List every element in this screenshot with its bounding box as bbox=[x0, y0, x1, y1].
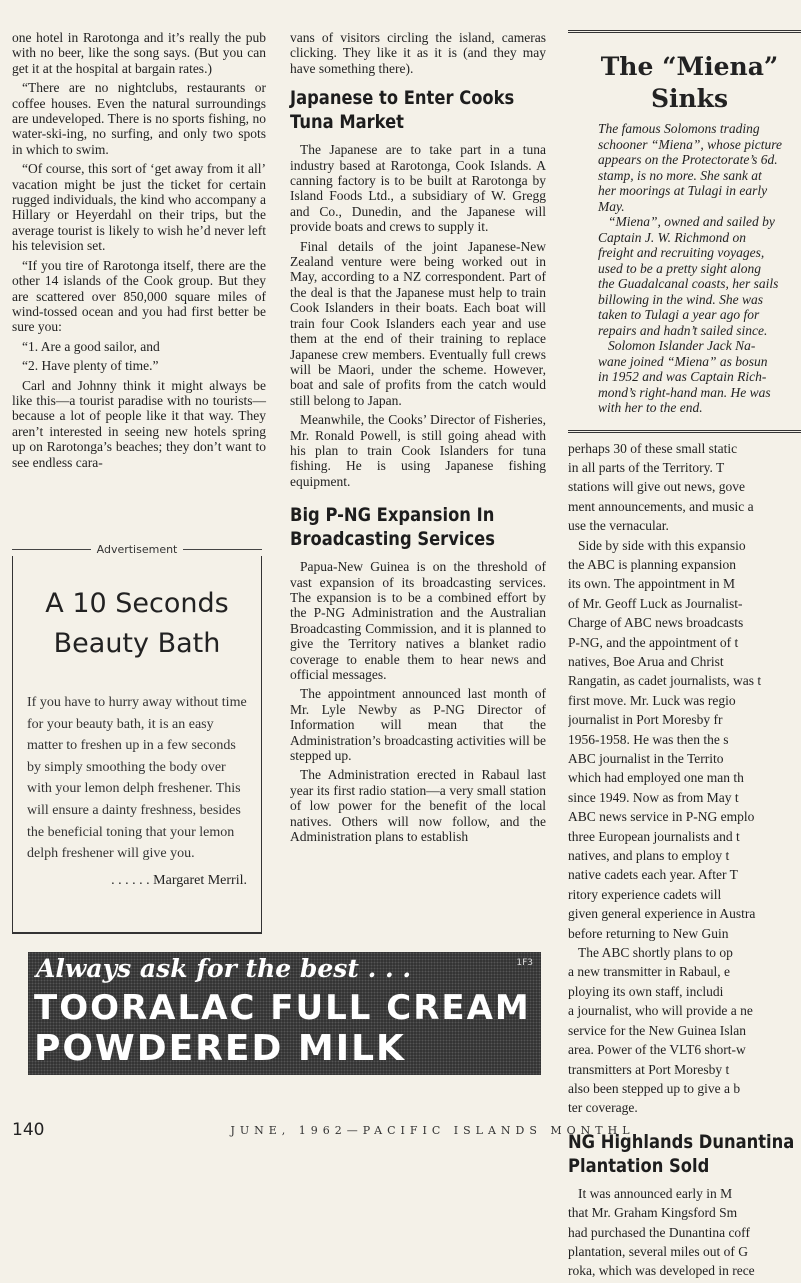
paragraph: Meanwhile, the Cooks’ Director of Fisheries, Mr. Ronald Powell, is still going ahead with his plan to train Cook Islanders for tuna fishing. He is using Japanese fishing equipment. bbox=[290, 412, 546, 489]
text-line: which had employed one man th bbox=[568, 770, 744, 786]
milk-advertisement-banner bbox=[28, 952, 541, 1075]
text-line: P-NG, and the appointment of t bbox=[568, 634, 739, 650]
page-footer bbox=[12, 1120, 801, 1140]
text-line: service for the New Guinea Islan bbox=[568, 1022, 747, 1038]
article-heading-plantation: NG Highlands Dunantina Plantation Sold bbox=[568, 1130, 795, 1177]
text-line: ploying its own staff, includi bbox=[568, 983, 724, 999]
paragraph: “Of course, this sort of ‘get away from it all’ vacation might be just the ticket for certain rugged individuals, the kind who accompany a Hillary or Heyerdahl on their trips, but the average tourist is likely to wish he’d never left his television set. bbox=[12, 161, 266, 254]
text-line: a journalist, who will provide a ne bbox=[568, 1003, 753, 1019]
paragraph: one hotel in Rarotonga and it’s really the pub with no beer, like the song says. (But you can get it at the hospital at bargain rates.) bbox=[12, 30, 266, 76]
miena-title-line-2: Sinks bbox=[650, 84, 729, 113]
ad-body: If you have to hurry away without time for your beauty bath, it is an easy matter to freshen up in a few seconds by simply smoothing the body over with your lemon delph freshener. This will ensure a dainty freshness, besides the beneficial toning that your lemon delph freshener will give you. bbox=[27, 695, 247, 862]
text-line: the ABC is planning expansion bbox=[568, 556, 736, 572]
text-line: area. Power of the VLT6 short-w bbox=[568, 1042, 746, 1058]
paragraph: The Japanese are to take part in a tuna industry based at Rarotonga, Cook Islands. A canning factory is to be built at Rarotonga by Island Foods Ltd., a subsidiary of W. Gregg and Co., Dunedin, and the Japanese will provide boats and crews to supply it. bbox=[290, 142, 546, 235]
column-2 bbox=[290, 30, 546, 848]
text-line: roka, which was developed in rece bbox=[568, 1263, 755, 1279]
text-line: in all parts of the Territory. T bbox=[568, 459, 725, 475]
paragraph: Carl and Johnny think it might always be like this—a tourist paradise with no tourists—because a lot of people like it that way. They aren’t interested in seeing new hotels spring up on Rarotonga’s beaches; they don’t want to see endless cara- bbox=[12, 377, 266, 470]
divider bbox=[12, 549, 91, 550]
text-line: with her to the end. bbox=[598, 400, 703, 415]
text-line: mond’s right-hand man. He was bbox=[598, 384, 771, 400]
text-line: stamp, is no more. She sank at bbox=[598, 167, 762, 183]
paragraph: “1. Are a good sailor, and bbox=[22, 338, 160, 354]
text-line: its own. The appointment in M bbox=[568, 576, 735, 592]
text-line: a new transmitter in Rabaul, e bbox=[568, 964, 730, 980]
beauty-advertisement bbox=[12, 556, 262, 934]
banner-code: 1F3 bbox=[516, 958, 533, 968]
text-line: Side by side with this expansio bbox=[578, 537, 746, 553]
text-line: since 1949. Now as from May t bbox=[568, 789, 739, 805]
text-line: It was announced early in M bbox=[578, 1185, 733, 1201]
text-line: The famous Solomons trading bbox=[598, 121, 760, 136]
text-line: journalist in Port Moresby fr bbox=[568, 712, 723, 728]
paragraph: “2. Have plenty of time.” bbox=[22, 358, 159, 374]
advertisement-label-text: Advertisement bbox=[96, 543, 178, 556]
advertisement-label bbox=[12, 543, 262, 556]
text-line: freight and recruiting voyages, bbox=[598, 245, 765, 260]
text-line: Rangatin, as cadet journalists, was t bbox=[568, 673, 762, 689]
text-line: given general experience in Austra bbox=[568, 906, 756, 922]
page-number: 140 bbox=[12, 1120, 45, 1140]
text-line: May. bbox=[598, 198, 625, 214]
text-line: Solomon Islander Jack Na- bbox=[608, 338, 756, 353]
text-line: 1956-1958. He was then the s bbox=[568, 731, 729, 747]
text-line: schooner “Miena”, whose picture bbox=[598, 136, 782, 152]
text-line: billowing in the wind. She was bbox=[598, 291, 764, 307]
paragraph: “There are no nightclubs, restaurants or coffee houses. Even the natural surroundings are undeveloped. There is no sports fishing, no water-ski-ing, no surfing, and only two spots in which to swim. bbox=[12, 80, 266, 157]
text-line: repairs and hadn’t sailed since. bbox=[598, 322, 768, 338]
paragraph: vans of visitors circling the island, cameras clicking. They like it as it is (and they may have something there). bbox=[290, 30, 546, 76]
ad-headline-line-2: Beauty Bath bbox=[53, 628, 221, 659]
text-line: use the vernacular. bbox=[568, 518, 669, 534]
text-line: perhaps 30 of these small static bbox=[568, 440, 738, 456]
text-line: also been stepped up to give a b bbox=[568, 1080, 741, 1096]
text-line: transmitters at Port Moresby t bbox=[568, 1061, 730, 1077]
text-line: before returning to New Guin bbox=[568, 925, 729, 941]
paragraph: The Administration erected in Rabaul last year its first radio station—a very small station of low power for the benefit of the local natives. Others will now follow, and the Administration plans to establish bbox=[290, 767, 546, 845]
text-line: ABC news service in P-NG emplo bbox=[568, 809, 755, 825]
text-line: wane joined “Miena” as bosun bbox=[598, 353, 768, 369]
text-line: taken to Tulagi a year ago for bbox=[598, 307, 760, 322]
paragraph: Papua-New Guinea is on the threshold of vast expansion of its broadcasting services. The expansion is to be a combined effort by the P-NG Administration and the Australian Broadcasting Commission, and it is planned to give the Territory natives a blanket radio coverage to enable them to hear news and official messages. bbox=[290, 559, 546, 682]
text-line: ritory experience cadets will bbox=[568, 886, 722, 902]
paragraph: The appointment announced last month of Mr. Lyle Newby as P-NG Director of Information will mean that the Administration’s broadcasting activities will be stepped up. bbox=[290, 686, 546, 764]
text-line: plantation, several miles out of G bbox=[568, 1243, 748, 1259]
banner-product-line: POWDERED MILK bbox=[34, 1028, 406, 1069]
text-line: of Mr. Geoff Luck as Journalist- bbox=[568, 595, 743, 611]
text-line: used to be a pretty sight along bbox=[598, 260, 761, 276]
text-line: Charge of ABC news broadcasts bbox=[568, 615, 744, 631]
text-line: that Mr. Graham Kingsford Sm bbox=[568, 1205, 738, 1221]
ad-signature: . . . . . . Margaret Merril. bbox=[111, 872, 247, 888]
text-line: her moorings at Tulagi in early bbox=[598, 183, 768, 198]
text-line: natives, Boe Arua and Christ bbox=[568, 653, 724, 669]
banner-brand-line: TOORALAC FULL CREAM bbox=[34, 988, 531, 1028]
text-line: three European journalists and t bbox=[568, 828, 740, 844]
column-1 bbox=[12, 30, 266, 474]
text-line: stations will give out news, gove bbox=[568, 479, 745, 495]
miena-title-line-1: The “Miena” bbox=[600, 52, 779, 81]
text-line: first move. Mr. Luck was regio bbox=[568, 692, 736, 708]
footer-running-title: JUNE, 1962—PACIFIC ISLANDS MONTHL bbox=[230, 1123, 635, 1137]
text-line: The ABC shortly plans to op bbox=[578, 945, 733, 961]
text-line: had purchased the Dunantina coff bbox=[568, 1224, 750, 1240]
miena-box bbox=[568, 30, 801, 433]
broadcasting-continued bbox=[568, 441, 801, 1116]
text-line: natives, and plans to employ t bbox=[568, 848, 730, 864]
banner-tagline: Always ask for the best . . . bbox=[36, 954, 412, 983]
text-line: appears on the Protectorate’s 6d. bbox=[598, 152, 778, 167]
ad-headline-line-1: A 10 Seconds bbox=[45, 588, 229, 619]
miena-title bbox=[598, 51, 801, 115]
article-heading-broadcasting: Big P-NG Expansion In Broadcasting Services bbox=[290, 504, 495, 551]
paragraph: Final details of the joint Japanese-New Zealand venture were being worked out in May, according to a NZ correspondent. Part of the deal is that the Japanese must help to train Cook Islanders in their boats. Each boat will train four Cook Islanders each year and use them at the end of their training to replace Japanese crew members. Eventually full crews will be Maori, under the scheme. However, boat and sale of profits from the catch would still belong to Japan. bbox=[290, 238, 546, 408]
paragraph: “If you tire of Rarotonga itself, there are the other 14 islands of the Cook group. But they are scattered over 850,000 square miles of wind-tossed ocean and you had first better be sure you: bbox=[12, 257, 266, 335]
text-line: ment announcements, and music a bbox=[568, 498, 754, 514]
text-line: the Guadalcanal coasts, her sails bbox=[598, 276, 779, 291]
text-line: Captain J. W. Richmond on bbox=[598, 229, 746, 245]
text-line: ter coverage. bbox=[568, 1100, 638, 1116]
text-line: “Miena”, owned and sailed by bbox=[608, 214, 775, 229]
column-3 bbox=[568, 30, 801, 1283]
plantation-article bbox=[568, 1186, 801, 1279]
text-line: ABC journalist in the Territo bbox=[568, 751, 724, 766]
article-heading-tuna: Japanese to Enter Cooks Tuna Market bbox=[290, 87, 515, 134]
divider bbox=[183, 549, 262, 550]
text-line: native cadets each year. After T bbox=[568, 867, 738, 883]
text-line: in 1952 and was Captain Rich- bbox=[598, 369, 767, 384]
ad-headline bbox=[13, 584, 261, 664]
